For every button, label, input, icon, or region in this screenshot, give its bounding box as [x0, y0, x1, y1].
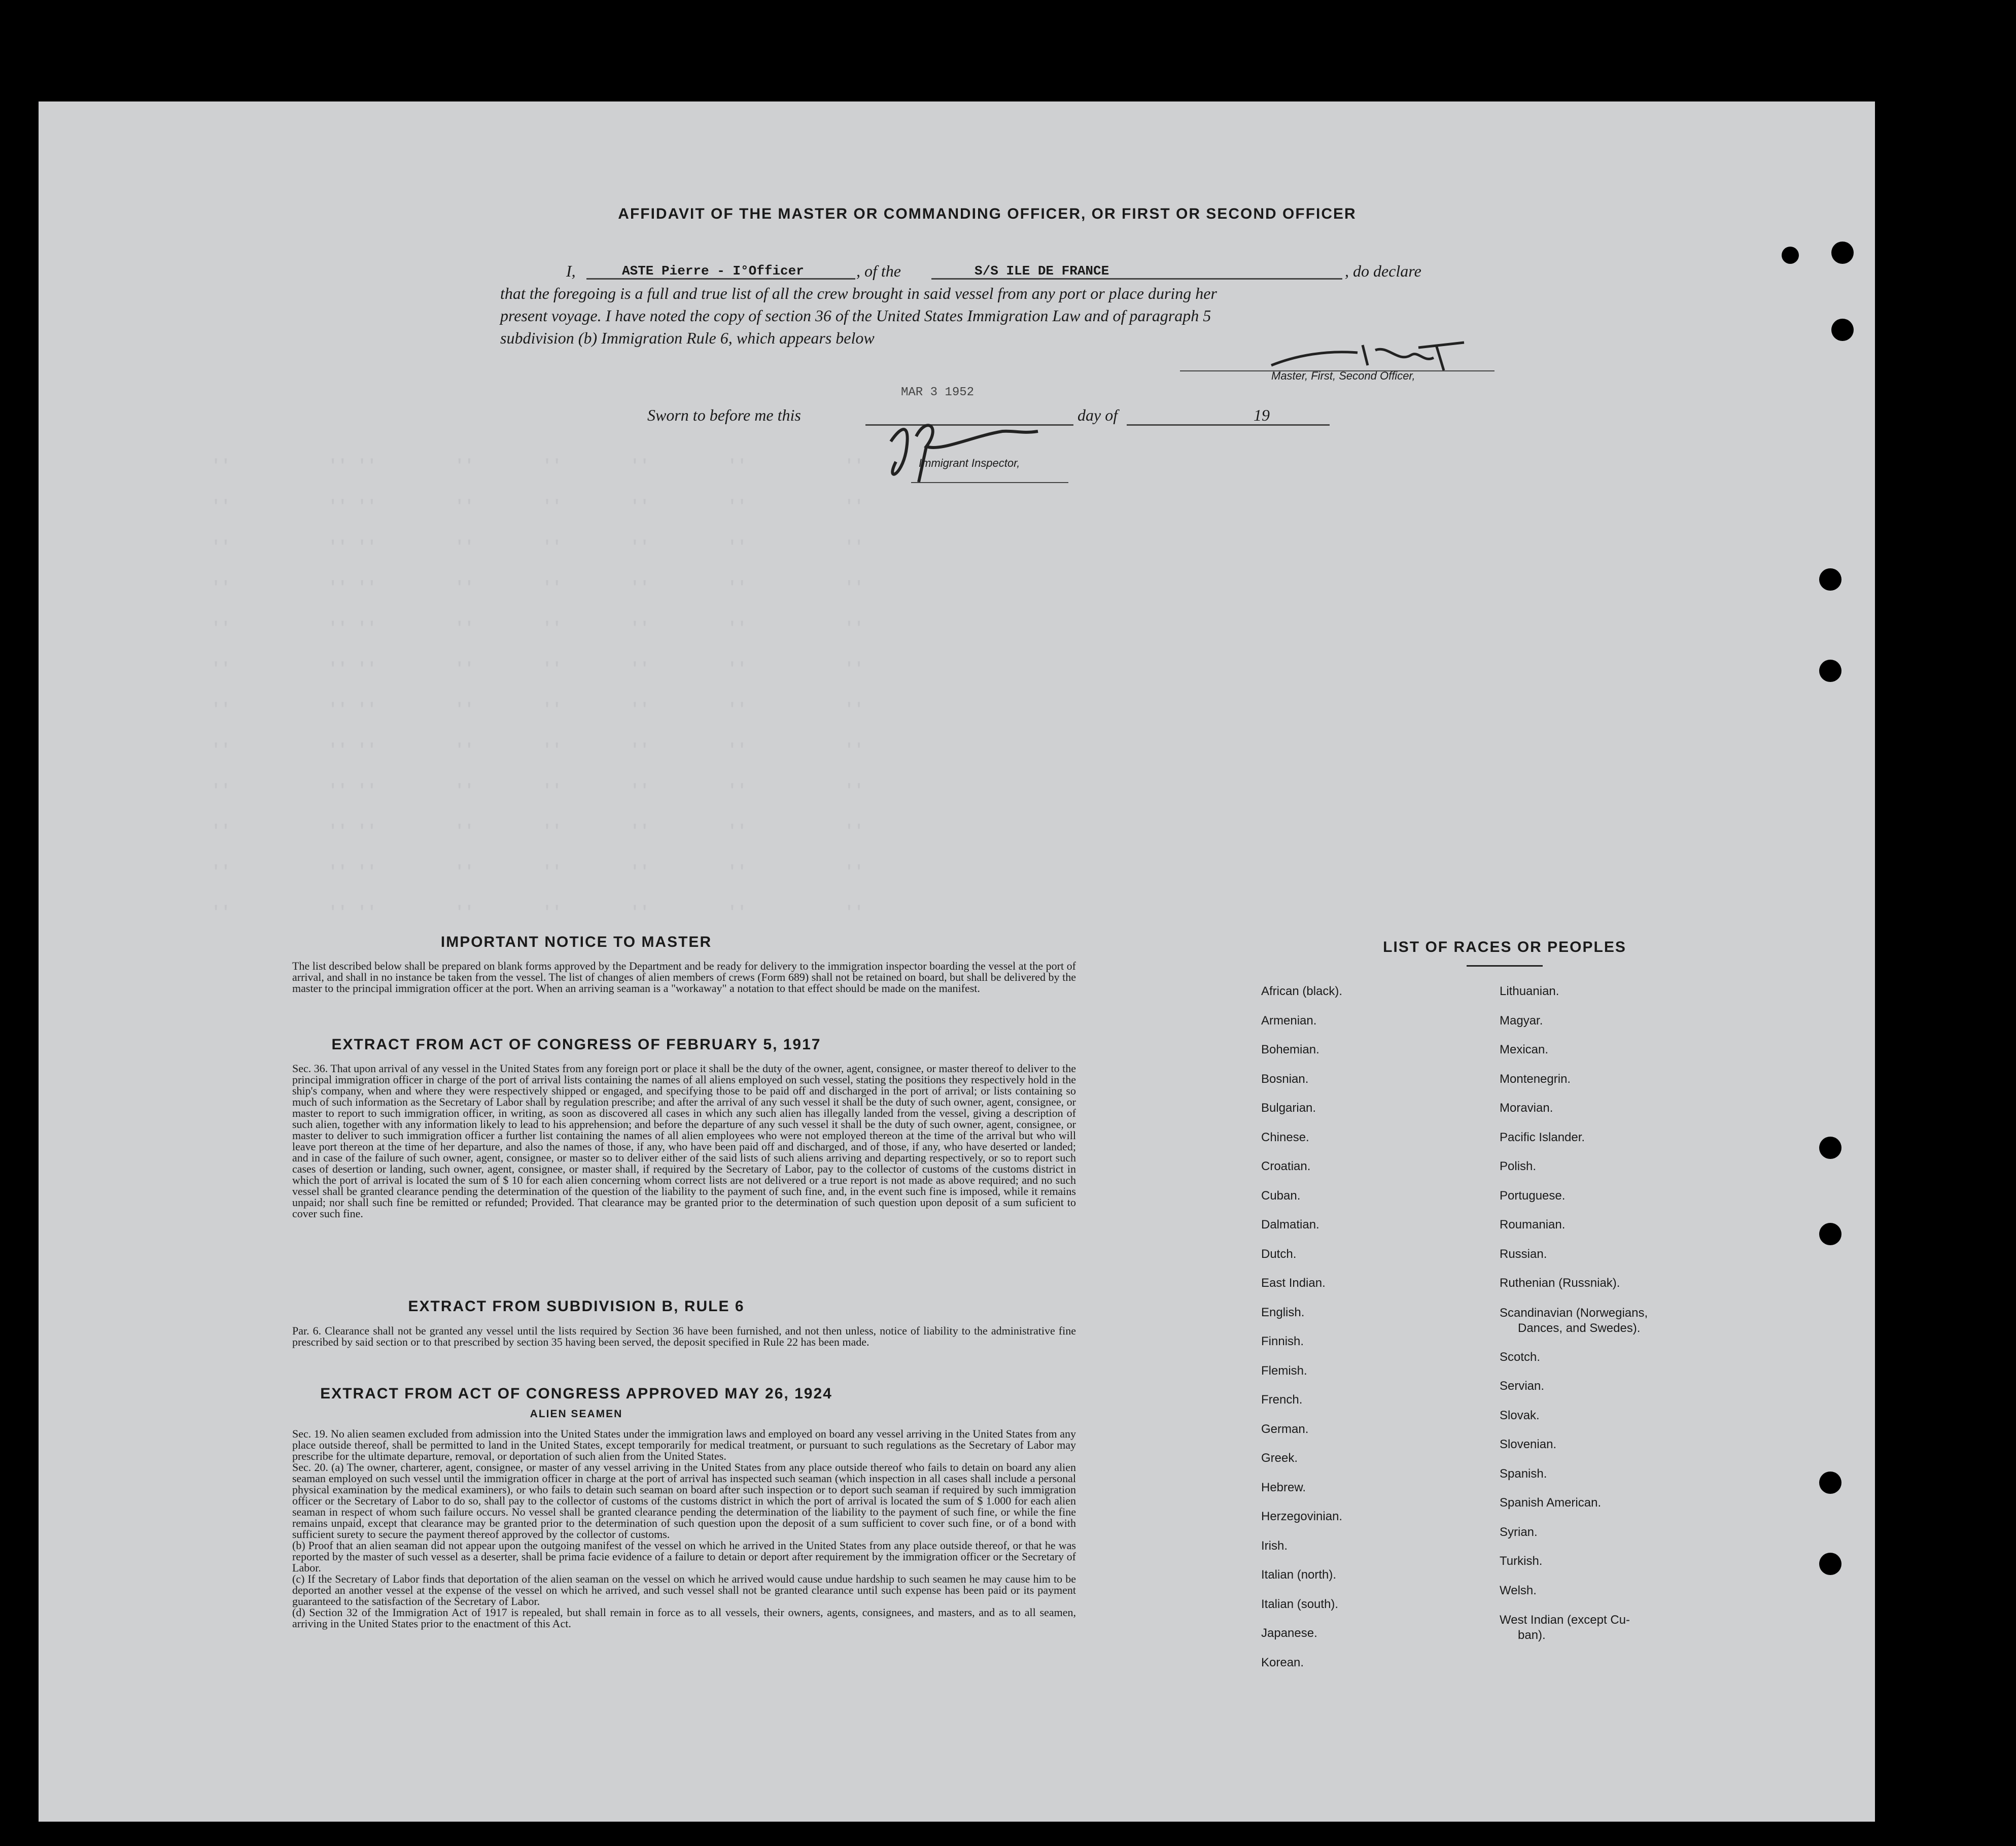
affidavit-line-3: subdivision (b) Immigration Rule 6, which appears below — [500, 329, 875, 347]
sworn-label: Sworn to before me this — [647, 406, 801, 424]
race-item: Irish. — [1261, 1539, 1288, 1553]
officer-name-field: ASTE Pierre - I°Officer — [622, 263, 804, 279]
race-item: Chinese. — [1261, 1130, 1309, 1144]
year-prefix: 19 — [1254, 406, 1270, 424]
race-item: Polish. — [1500, 1159, 1537, 1173]
sworn-block — [647, 386, 1358, 507]
race-item: Herzegovinian. — [1261, 1510, 1343, 1523]
race-item: Hebrew. — [1261, 1480, 1306, 1494]
punch-hole — [1831, 319, 1854, 341]
vessel-name-field: S/S ILE DE FRANCE — [975, 263, 1109, 279]
extract-1924-title: EXTRACT FROM ACT OF CONGRESS APPROVED MAY 26, 1924 — [320, 1385, 832, 1402]
of-the-label: , of the — [856, 262, 901, 280]
race-item: Armenian. — [1261, 1013, 1317, 1028]
punch-hole — [1819, 1223, 1841, 1245]
race-item-line: ban). — [1518, 1628, 1546, 1642]
race-item: Cuban. — [1261, 1188, 1301, 1203]
race-item: East Indian. — [1261, 1276, 1326, 1290]
race-item — [1500, 1613, 1713, 1642]
affidavit-title: AFFIDAVIT OF THE MASTER OR COMMANDING OFFICER, OR FIRST OR SECOND OFFICER — [618, 206, 1357, 222]
race-item: Bohemian. — [1261, 1043, 1319, 1056]
races-right-column — [1500, 984, 1713, 1642]
extract-rule6-text: Par. 6. Clearance shall not be granted any vessel until the lists required by Section 36 have been furnished, and not then unless, notice of liability to the administrative fine prescribed by said section or to that prescribed by section 35 having been served, the deposit specified in Rule 22 has been made. — [292, 1324, 1076, 1348]
race-item: Spanish American. — [1500, 1496, 1602, 1510]
punch-hole — [1819, 1137, 1841, 1159]
sec-20c-paragraph: (c) If the Secretary of Labor finds that deportation of the alien seaman on the vessel on which he arrived would cause undue hardship to such seamen he may cause him to be deported an another vessel at the expense of the vessel on which he arrived, and such vessel shall not be granted clearance until such expense has been paid or its payment guaranteed to the satisfaction of the Secretary of Labor. — [292, 1572, 1076, 1608]
race-item: Portuguese. — [1500, 1188, 1566, 1203]
race-item: Dutch. — [1261, 1247, 1297, 1261]
inspector-caption: Immigrant Inspector, — [919, 457, 1020, 469]
punch-hole — [1819, 1553, 1841, 1575]
inspector-signature — [871, 411, 1048, 487]
races-left-column — [1261, 984, 1464, 1685]
race-item: Bosnian. — [1261, 1072, 1309, 1086]
punch-hole — [1819, 1472, 1841, 1494]
affidavit-line-2: present voyage. I have noted the copy of section 36 of the United States Immigration Law and of paragraph 5 — [500, 306, 1211, 325]
alien-seamen-subtitle: ALIEN SEAMEN — [530, 1408, 623, 1420]
race-item: Spanish. — [1500, 1466, 1547, 1481]
race-item: Montenegrin. — [1500, 1072, 1571, 1086]
punch-hole — [1819, 660, 1841, 682]
signature-caption: Master, First, Second Officer, — [1271, 369, 1415, 382]
race-item: Greek. — [1261, 1451, 1298, 1465]
race-item: Lithuanian. — [1500, 984, 1559, 998]
race-item-line: West Indian (except Cu- — [1500, 1613, 1630, 1627]
race-item: Roumanian. — [1500, 1218, 1566, 1232]
race-item: Pacific Islander. — [1500, 1130, 1585, 1144]
race-item: Syrian. — [1500, 1525, 1538, 1539]
race-item: Magyar. — [1500, 1013, 1543, 1028]
race-item: Mexican. — [1500, 1043, 1549, 1056]
race-item: Croatian. — [1261, 1159, 1311, 1173]
race-item: Bulgarian. — [1261, 1101, 1316, 1115]
notice-text: The list described below shall be prepared on blank forms approved by the Department and be ready for delivery to the immigration inspector boarding the vessel at the port of arrival, and shall in no instance be taken from the vessel. The list of changes of alien members of crews (Form 689) shall not be retained on board, but shall be delivered by the master to the principal immigration officer at the port. When an arriving seaman is a "workaway" a notation to that effect should be made on the manifest. — [292, 960, 1076, 995]
race-item: Russian. — [1500, 1247, 1547, 1261]
punch-hole — [1819, 568, 1841, 591]
punch-hole — [1831, 242, 1854, 264]
punch-hole — [1782, 247, 1799, 264]
race-item-line: Dances, and Swedes). — [1518, 1321, 1641, 1335]
race-item: Servian. — [1500, 1379, 1545, 1393]
race-item: Dalmatian. — [1261, 1218, 1319, 1232]
manifest-sheet: '' '' '' '' '' '' '' '' '' '' '' '' '' '' '' '' '' '' '' '' '' '' '' '' '' '' '' '' '' '' '' '' '' '' '' '' '' '' '' '' '' '' '' '' '' '' '' '' '' '' '' '' '' '' '' '' '' '' '' '' '' '' '' '' '' '' '' '' '' '' '' '' '' '' '' '' '' '' '' '' '' '' '' '' '' '' '' '' '' '' '' '' '' '' '' '' AFFIDAVIT OF THE MASTER OR COMMANDING OFFICER, OR FIRST OR SECOND OFFICER I, ASTE Pierre - I°Officer , of the S/S ILE DE FRANCE , do declare that the foregoing is a full and true list of all the crew brought in said vessel from any port or place during her present voyage. I have noted the copy of section 36 of the United States Immigration Law and of paragraph 5 subdivision (b) Immigration Rule 6, which appears below Master, First, Second Officer, Sworn to before me this MAR 3 1952 day of 19 Immigrant Inspector, IMPORTANT NOTICE TO MASTER The list described below shall be prepared on blank forms approved by the Department and be ready for delivery to the immigration inspector boarding the vessel at the port of arrival, and shall in no instance be taken from the vessel. The list of changes of alien members of crews (Form 689) shall not be retained on board, but shall be delivered by the master to the principal immigration officer at the port. When an arriving seaman is a "workaway" a notation to that effect should be made on the manifest. EXTRACT FROM ACT OF CONGRESS OF FEBRUARY 5, 1917 Sec. 36. That upon arrival of any vessel in the United States from any foreign port or place it shall be the duty of the owner, agent, consignee, or master thereof to deliver to the principal immigration officer in charge of the port of arrival lists containing the names of all aliens employed on such vessel, stating the positions they respectively hold in the ship's company, when and where they were respectively shipped or engaged, and specifying those to be paid off and discharged in the port of arrival; or lists containing so much of such information as the Secretary of Labor shall by regulation prescribe; and after the arrival of any such vessel it shall be the duty of such owner, agent, consignee, or master to report to such immigration officer, in writing, as soon as discovered all cases in which any such alien has illegally landed from the vessel, giving a description of such alien, together with any information likely to lead to his apprehension; and before the departure of any such vessel it shall be the duty of such owner, agent, consignee, or master to deliver to such immigration officer a further list containing the names of all alien employees who were not employed thereon at the time of the arrival but who will leave port thereon at the time of her departure, and also the names of those, if any, who have been paid off and discharged, and of those, if any, who have deserted or landed; and in case of the failure of such owner, agent, consignee, or master so to deliver either of the said lists of such aliens arriving and departing respectively, or so to report such cases of desertion or landing, such owner, agent, consignee, or master shall, if required by the Secretary of Labor, pay to the collector of customs of the customs district in which the port of arrival is located the sum of $ 10 for each alien concerning whom correct lists are not delivered or a true report is not made as above required; and no such vessel shall be granted clearance pending the determination of the question of the liability to the payment of such fine, and, in the event such fine is imposed, while it remains unpaid; nor shall such fine be remitted or refunded; Provided. That clearance may be granted prior to the determination of such question upon deposit of a sum suficient to cover such fine. EXTRACT FROM SUBDIVISION B, RULE 6 Par. 6. Clearance shall not be granted any vessel until the lists required by Section 36 have been furnished, and not then unless, notice of liability to the administrative fine prescribed by said section or to that prescribed by section 35 having been served, the deposit specified in Rule 22 has been made. EXTRACT FROM ACT OF CONGRESS APPROVED MAY 26, 1924 ALIEN SEAMEN Sec. 19. No alien seamen excluded from admission into the United States under the immigration laws and employed on board any vessel arriving in the United States from any place outside thereof, shall be permitted to land in the United States, except temporarily for medical treatment, or pursuant to such regulations as the Secretary of Labor may prescribe for the ultimate departure, removal, or deportation of such alien from the United States. Sec. 20. (a) The owner, charterer, agent, consignee, or master of any vessel arriving in the United States from any place outside thereof who fails to detain on board any alien seaman employed on such vessel until the immigration officer in charge at the port of arrival has inspected such seaman (which inspection in all cases shall include a personal physical examination by the medical examiners), or who fails to detain such seaman on board after such inspection or to deport such seaman if required by such immigration officer or the Secretary of Labor to do so, shall pay to the collector of customs of the customs district in which the port of arrival is located the sum of $ 1.000 for each alien seaman in respect of whom such failure occurs. No vessel shall be granted clearance pending the determination of the liability to the payment of such fine, or while the fine remains unpaid, except that clearance may be granted prior to the determination of such question upon the deposit of a sum sufficient to cover such fine, or of a bond with sufficient surety to secure the payment thereof approved by the collector of customs. (b) Proof that an alien seaman did not appear upon the outgoing manifest of the vessel on which he arrived in the United States from any place outside thereof, or that he was reported by the master of such vessel as a deserter, shall be prima facie evidence of a failure to detain or deport after requirement by the immigration officer or the Secretary of Labor. (c) If the Secretary of Labor finds that deportation of the alien seaman on the vessel on which he arrived would cause undue hardship to such seamen he may cause him to be deported an another vessel at the expense of the vessel on which he arrived, and such vessel shall not be granted clearance until such expense has been paid or its payment guaranteed to the satisfaction of the Secretary of Labor. (d) Section 32 of the Immigration Act of 1917 is repealed, but shall remain in force as to all vessels, their owners, agents, consignees, and masters, and as to all seamen, arriving in the United States prior to the enactment of this Act. LIST OF RACES OR PEOPLES African (black). Armenian. Bohemian. Bosnian. Bulgarian. Chinese. Croatian. Cuban. Dalmatian. Dutch. East Indian. English. Finnish. Flemish. French. German. Greek. Hebrew. Herzegovinian. Irish. Italian (north). Italian (south). Japanese. Korean. Lithuanian. Magyar. Mexican. Montenegrin. Moravian. Pacific Islander. Polish. Portuguese. Roumanian. Russian. Ruthenian (Russniak). Scandinavian (Norwegians, Dances, and Swedes). Scotch. Servian. Slovak. Slovenian. Spanish. Spanish American. Syrian. Turkish. Welsh. West Indian (except Cu- ban). — [39, 101, 1875, 1822]
extract-rule6-title: EXTRACT FROM SUBDIVISION B, RULE 6 — [408, 1298, 745, 1315]
race-item: Ruthenian (Russniak). — [1500, 1276, 1620, 1290]
race-item: Welsh. — [1500, 1583, 1537, 1597]
day-of-label: day of — [1077, 406, 1118, 424]
race-item: African (black). — [1261, 984, 1343, 998]
extract-1924-text — [292, 1428, 1076, 1629]
extract-1917-title: EXTRACT FROM ACT OF CONGRESS OF FEBRUARY 5, 1917 — [331, 1036, 821, 1053]
sec-20d-paragraph: (d) Section 32 of the Immigration Act of 1917 is repealed, but shall remain in force as to all vessels, their owners, agents, consignees, and masters, and as to all seamen, arriving in the United States prior to the enactment of this Act. — [292, 1606, 1076, 1630]
race-item: English. — [1261, 1305, 1305, 1319]
sec-19-paragraph: Sec. 19. No alien seamen excluded from admission into the United States under the immigration laws and employed on board any vessel arriving in the United States from any place outside thereof, shall be permitted to land in the United States, except temporarily for medical treatment, or pursuant to such regulations as the Secretary of Labor may prescribe for the ultimate departure, removal, or deportation of such alien from the United States. — [292, 1427, 1076, 1462]
race-item: Korean. — [1261, 1655, 1304, 1669]
race-item: Italian (north). — [1261, 1568, 1337, 1582]
extract-1917-text: Sec. 36. That upon arrival of any vessel in the United States from any foreign port or place it shall be the duty of the owner, agent, consignee, or master thereof to deliver to the principal immigration officer in charge of the port of arrival lists containing the names of all aliens employed on such vessel, stating the positions they respectively hold in the ship's company, when and where they were respectively shipped or engaged, and specifying those to be paid off and discharged in the port of arrival; or lists containing so much of such information as the Secretary of Labor shall by regulation prescribe; and after the arrival of any such vessel it shall be the duty of such owner, agent, consignee, or master to report to such immigration officer, in writing, as soon as discovered all cases in which any such alien has illegally landed from the vessel, giving a description of such alien, together with any information likely to lead to his apprehension; and before the departure of any such vessel it shall be the duty of such owner, agent, consignee, or master to deliver to such immigration officer a further list containing the names of all alien employees who were not employed thereon at the time of the arrival but who will leave port thereon at the time of her departure, and also the names of those, if any, who have been paid off and discharged, and of those, if any, who have deserted or landed; and in case of the failure of such owner, agent, consignee, or master so to deliver either of the said lists of such aliens arriving and departing respectively, or so to report such cases of desertion or landing, such owner, agent, consignee, or master shall, if required by the Secretary of Labor, pay to the collector of customs of the customs district in which the port of arrival is located the sum of $ 10 for each alien concerning whom correct lists are not delivered or a true report is not made as above required; and no such vessel shall be granted clearance pending the determination of the question of the liability to the payment of such fine, and, in the event such fine is imposed, while it remains unpaid; nor shall such fine be remitted or refunded; Provided. That clearance may be granted prior to the determination of such question upon deposit of a sum suficient to cover such fine. — [292, 1062, 1076, 1220]
race-item: French. — [1261, 1393, 1303, 1407]
race-item: Slovak. — [1500, 1408, 1540, 1422]
race-item: Slovenian. — [1500, 1438, 1557, 1451]
race-item: German. — [1261, 1422, 1309, 1436]
do-declare-label: , do declare — [1345, 262, 1421, 280]
race-item-line: Scandinavian (Norwegians, — [1500, 1306, 1648, 1320]
race-item: Scotch. — [1500, 1350, 1541, 1364]
race-item: Flemish. — [1261, 1363, 1307, 1378]
race-item: Moravian. — [1500, 1101, 1553, 1115]
race-item: Finnish. — [1261, 1335, 1304, 1348]
races-title: LIST OF RACES OR PEOPLES — [1383, 939, 1626, 955]
sec-20a-paragraph: Sec. 20. (a) The owner, charterer, agent, consignee, or master of any vessel arriving in the United States from any place outside thereof who fails to detain on board any alien seaman employed on such vessel until the immigration officer in charge at the port of arrival has inspected such seaman (which inspection in all cases shall include a personal physical examination by the medical examiners), or who fails to detain such seaman on board after such inspection or to deport such seaman if required by such immigration officer or the Secretary of Labor to do so, shall pay to the collector of customs of the customs district in which the port of arrival is located the sum of $ 1.000 for each alien seaman in respect of whom such failure occurs. No vessel shall be granted clearance pending the determination of the liability to the payment of such fine, or while the fine remains unpaid, except that clearance may be granted prior to the determination of such question upon the deposit of a sum sufficient to cover such fine, or of a bond with sufficient surety to secure the payment thereof approved by the collector of customs. — [292, 1461, 1076, 1541]
i-label: I, — [566, 262, 576, 280]
date-stamp: MAR 3 1952 — [901, 386, 975, 399]
race-item — [1500, 1306, 1713, 1350]
notice-title: IMPORTANT NOTICE TO MASTER — [440, 934, 712, 950]
affidavit-line-1: that the foregoing is a full and true list of all the crew brought in said vessel from any port or place during her — [500, 284, 1217, 302]
race-item: Turkish. — [1500, 1554, 1543, 1568]
sec-20b-paragraph: (b) Proof that an alien seaman did not appear upon the outgoing manifest of the vessel on which he arrived in the United States from any place outside thereof, or that he was reported by the master of such vessel as a deserter, shall be prima facie evidence of a failure to detain or deport after requirement by the immigration officer or the Secretary of Labor. — [292, 1539, 1076, 1574]
race-item: Japanese. — [1261, 1626, 1317, 1640]
race-item: Italian (south). — [1261, 1597, 1339, 1611]
